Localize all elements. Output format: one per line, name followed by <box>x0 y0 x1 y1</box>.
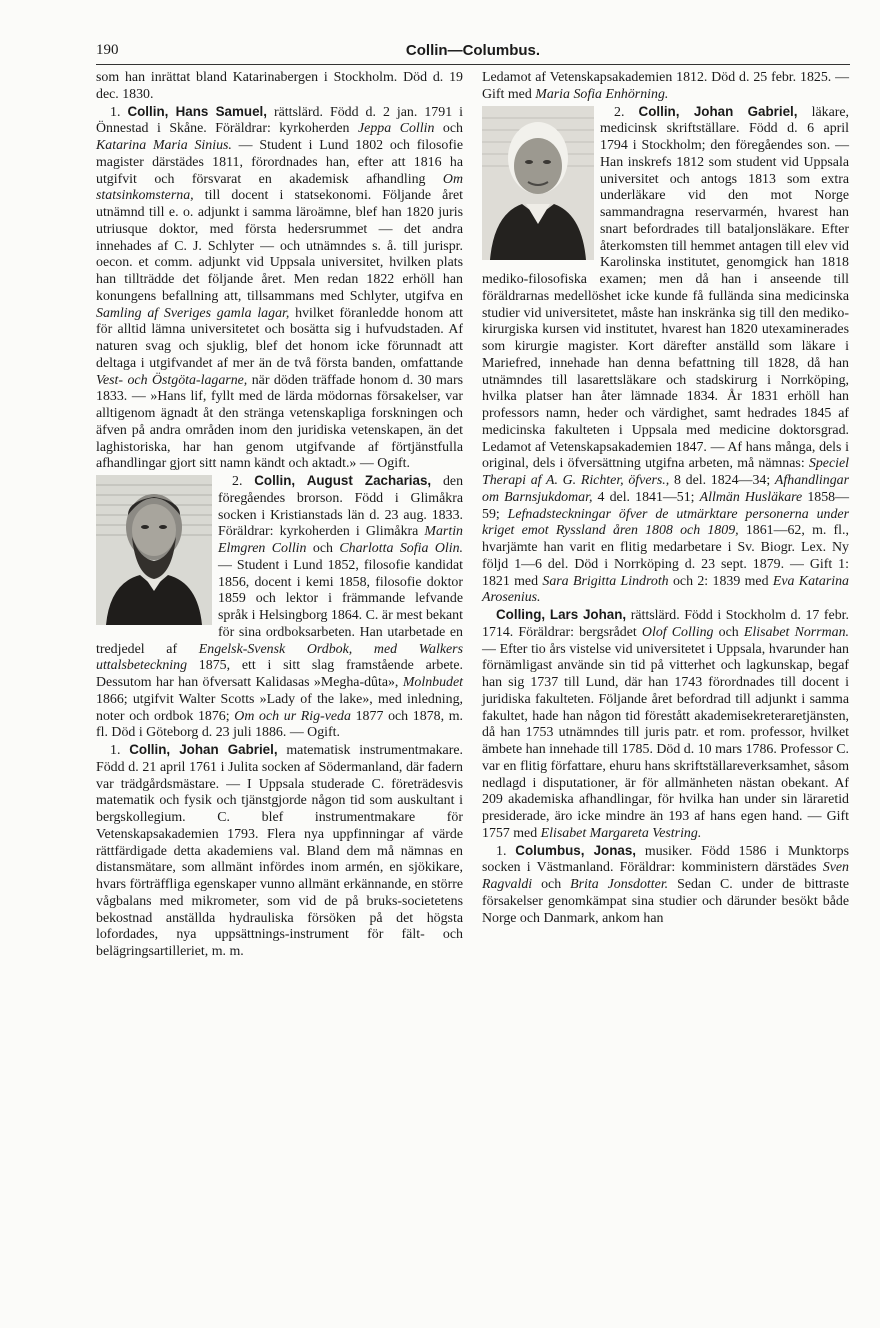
entry-jonas-columbus: 1. Columbus, Jonas, musiker. Född 1586 i Munktorps socken i Västmanland. Föräldrar: komministern därstädes Sven Ragvaldi och Brita Jonsdotter. Sedan C. under de bittraste försakelser genomkämpat sina studier och därunder besökt både Norge och Danmark, ankom han <box>482 842 850 926</box>
entry-headword: Columbus, Jonas, <box>515 842 637 858</box>
entry-johan-gabriel-collin-instrument-maker: 1. Collin, Johan Gabriel, matematisk instrumentmakare. Född d. 21 april 1761 i Julita socken af Södermanland, där fadern var trädgårdsmästare. — I Uppsala studerade C. företrädesvis matematik och fysik och tjänstgjorde någon tid som auskultant i bergskollegium. C. blef instrumentmakare för Vetenskapsakademien 1793. Flera nya uppfinningar af värde rättfärdigade detta akademiens val. Bland dem må nämnas en distansmätare, som allmänt infördes inom armén, en sjökikare, hvars förträffliga egenskaper vunno allmänt erkännande, en större vågbalans med mikrometer, som vid de på bruks-societetens bekostnad anställda hydrauliska försöken på det högsta lofordades, nya uppsättnings-instrument för fält- och belägringsartilleriet, m. m. <box>96 742 463 959</box>
continuation-paragraph: Ledamot af Vetenskapsakademien 1812. Död d. 25 febr. 1825. — Gift med Maria Sofia Enhörning. <box>482 70 849 102</box>
page-number: 190 <box>96 42 119 58</box>
entry-headword: Collin, August Zacharias, <box>254 473 432 488</box>
entry-headword: Collin, Johan Gabriel, <box>638 103 798 119</box>
entry-headword: Collin, Hans Samuel, <box>127 103 267 119</box>
entry-hans-samuel-collin: 1. Collin, Hans Samuel, rättslärd. Född d. 2 jan. 1791 i Önnestad i Skåne. Föräldrar: kyrkoherden Jeppa Collin och Katarina Maria Sinius. — Student i Lund 1802 och filosofie magister därstädes 1811, förordnades han, efter att 1816 ha utgifvit och försvarat en akademisk afhandling Om statsinkomsterna, till docent i statsekonomi. Följande året utnämnd till e. o. adjunkt i samma läroämne, blef han 1820 juris utriusque doktor, med första hedersrummet — det andra innehades af C. J. Schlyter — och utnämndes s. å. till jurispr. oecon. et comm. adjunkt vid Uppsala universitet, hvilken plats han tillträdde det följande året. Men redan 1822 erhöll han konungens befallning att, tillsammans med Schlyter, utgifva en Samling af Sveriges gamla lagar, hvilket föranledde honom att för alltid lämna universitetet och bosätta sig i hufvudstaden. Af naturen svag och sjuklig, blef det honom icke förunnadt att deltaga i utgifvandet af mer än de två första banden, omfattande Vest- och Östgöta-lagarne, när döden träffade honom d. 30 mars 1833. — »Hans lif, fyllt med de lärda mödornas försakelser, var alltigenom ägnadt åt den stränga vetenskapliga forskningen och äfven på andra områden inom den juridiska vetenskapen, än det laghistoriska, har han genom utgifvande af förtjänstfulla afhandlingar gjort sitt namn kändt och aktadt.» — Ogift. <box>96 103 464 472</box>
entry-headword: Collin, Johan Gabriel, <box>129 742 278 757</box>
continuation-paragraph: som han inrättat bland Katarinabergen i Stockholm. Död d. 19 dec. 1830. <box>96 70 463 102</box>
entry-headword: Colling, Lars Johan, <box>496 607 627 622</box>
left-column <box>96 70 463 961</box>
entry-august-zacharias-collin: 2. Collin, August Zacharias, den föregåendes brorson. Född i Glimåkra socken i Kristianstads län d. 23 aug. 1833. Föräldrar: kyrkoherden i Glimåkra Martin Elmgren Collin och Charlotta Sofia Olin. — Student i Lund 1852, filosofie kandidat 1856, docent i kemi 1858, filosofie doktor 1859 och lektor i främmande lefvande språk i Helsingborg 1864. C. är mest bekant för sina ordboksarbeten. Han utarbetade en tredjedel af Engelsk-Svensk Ordbok, med Walkers uttalsbeteckning 1875, ett i sitt slag framstående arbete. Dessutom har han öfversatt Kalidasas »Megha-dûta», Molnbudet 1866; utgifvit Walter Scotts »Lady of the lake», med inledning, noter och ordbok 1876; Om och ur Rig-veda 1877 och 1878, m. fl. Död i Göteborg d. 23 juli 1886. — Ogift. <box>96 473 464 741</box>
running-head: Collin—Columbus. <box>405 42 541 59</box>
right-column <box>482 70 849 927</box>
entry-lars-johan-colling: Colling, Lars Johan, rättslärd. Född i Stockholm d. 17 febr. 1714. Föräldrar: bergsrådet Olof Colling och Elisabet Norrman. — Efter tio års vistelse vid universitetet i Uppsala, hvarunder han förnämligast använde sin tid på vitterhet och lagkunskap, begaf han sig 1737 till Lund, där han 1743 förordnades till docent i juridiska fakulteten. Följande året befordrad till adjunkt i samma fakultet, hade han någon tid förestått akademisekreteraretjänsten, då han 1753 utnämndes till juris patr. et rom. professor, hvilket ämbete han innehade till 1785. Död d. 10 mars 1786. Professor C. var en flitig författare, ehuru hans skriftställareverksamhet, såsom nedlagd i disputationer, är för allmänheten nästan obekant. Af 209 akademiska afhandlingar, för hvilka han under sin läraretid presiderade, äro icke mindre än 193 af hans egen hand. — Gift 1757 med Elisabet Margareta Vestring. <box>482 607 849 841</box>
page-header <box>96 42 850 64</box>
portrait-image <box>96 475 212 625</box>
header-rule <box>96 64 850 65</box>
entry-johan-gabriel-collin-physician: 2. Collin, Johan Gabriel, läkare, medicinsk skriftställare. Född d. 6 april 1794 i Stockholm; den föregåendes son. — Han inskrefs 1812 som student vid Uppsala universitet och antogs 1813 som extra underläkare vid den mot Norge sammandragna reservarmén, hvarest han snart befordrades till bataljonsläkare. Efter återkomsten till hemmet antagen till elev vid Karolinska institutet, genomgick han 1818 mediko-filosofiska examen; men då han i anseende till föräldrarnas medellöshet icke kunde få fullända sina medicinska studier vid universitetet, måste han inskränka sig till den mediko-kirurgiska kursen vid institutet, hvarest han 1820 utexaminerades som kirurgie magister. Kort därefter anställd som läkare i Mariefred, innehade han denna befattning till 1828, då han utnämndes till lasarettsläkare och stadskirurg i Norrköping, hvilka platser han åter lämnade 1834. År 1831 erhöll han professors namn, heder och värdighet, samt hedrades 1845 af medicinska fakulteten i Uppsala med medicine doktorsgrad. Ledamot af Vetenskapsakademien 1847. — Af hans många, dels i original, dels i öfversättning utgifna arbeten, må nämnas: Speciel Therapi af A. G. Richter, öfvers., 8 del. 1824—34; Afhandlingar om Barnsjukdomar, 4 del. 1841—51; Allmän Husläkare 1858—59; Lefnadsteckningar öfver de utmärktare personerna under kriget emot Ryssland åren 1808 och 1809, 1861—62, m. fl., hvarjämte han varit en flitig medarbetare i Sv. Biogr. Lex. Ny följd 1—6 del. Död i Norrköping d. 23 sept. 1879. — Gift 1: 1821 med Sara Brigitta Lindroth och 2: 1839 med Eva Katarina Arosenius. <box>482 103 850 606</box>
portrait-image <box>482 106 594 260</box>
